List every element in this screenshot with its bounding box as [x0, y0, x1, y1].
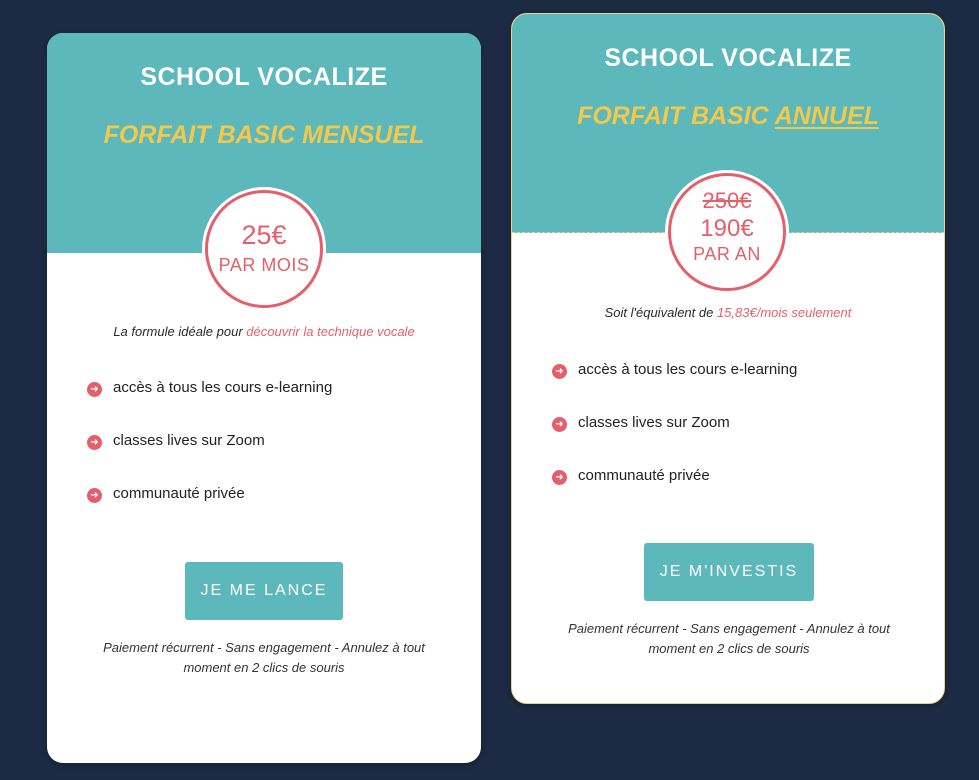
plan-tagline — [47, 324, 481, 339]
feature-label: classes lives sur Zoom — [113, 432, 265, 449]
price-period: PAR AN — [693, 244, 761, 264]
brand-title: SCHOOL VOCALIZE — [140, 63, 388, 91]
footnote-line-2: moment en 2 clics de souris — [183, 660, 345, 675]
pricing-card-annual — [511, 13, 945, 704]
arrow-right-circle-icon: ➜ — [552, 470, 567, 485]
footnote-line-1: Paiement récurrent - Sans engagement - Annulez à tout — [103, 640, 425, 655]
feature-list — [87, 379, 332, 538]
feature-label: classes lives sur Zoom — [578, 414, 730, 431]
feature-item — [552, 414, 797, 467]
plan-title-underlined: ANNUEL — [774, 102, 879, 130]
payment-footnote — [552, 619, 906, 659]
je-me-lance-button[interactable]: JE ME LANCE — [185, 562, 343, 620]
plan-tagline — [512, 305, 944, 320]
arrow-right-circle-icon: ➜ — [552, 417, 567, 432]
footnote-line-2: moment en 2 clics de souris — [648, 641, 810, 656]
feature-item — [87, 379, 332, 432]
payment-footnote — [87, 638, 441, 678]
feature-label: communauté privée — [113, 485, 245, 502]
price-old-strikethrough: 250€ — [702, 188, 752, 213]
tagline-highlight: découvrir la technique vocale — [246, 324, 415, 339]
arrow-right-circle-icon: ➜ — [552, 364, 567, 379]
price-period: PAR MOIS — [218, 255, 310, 275]
feature-item — [552, 467, 797, 520]
price-amount: 190€ — [700, 215, 754, 242]
tagline-highlight: 15,83€/mois seulement — [716, 305, 852, 320]
plan-title — [512, 102, 944, 131]
brand-title: SCHOOL VOCALIZE — [604, 44, 852, 72]
footnote-line-1: Paiement récurrent - Sans engagement - Annulez à tout — [568, 621, 890, 636]
arrow-right-circle-icon: ➜ — [87, 488, 102, 503]
arrow-right-circle-icon: ➜ — [87, 435, 102, 450]
plan-title-text: FORFAIT BASIC MENSUEL — [103, 121, 425, 149]
tagline-text: La formule idéale pour — [113, 324, 247, 339]
feature-item — [552, 361, 797, 414]
feature-list — [552, 361, 797, 520]
tagline-text: Soit l'équivalent de — [604, 305, 717, 320]
arrow-right-circle-icon: ➜ — [87, 382, 102, 397]
je-m-investis-button[interactable]: JE M'INVESTIS — [644, 543, 814, 601]
feature-label: accès à tous les cours e-learning — [113, 379, 333, 396]
price-badge — [668, 173, 786, 291]
price-badge — [205, 190, 323, 308]
feature-item — [87, 432, 332, 485]
feature-item — [87, 485, 332, 538]
feature-label: accès à tous les cours e-learning — [578, 361, 798, 378]
plan-title — [47, 121, 481, 150]
plan-title-text: FORFAIT BASIC — [577, 102, 775, 130]
price-amount: 25€ — [241, 220, 287, 250]
pricing-card-monthly — [47, 33, 481, 763]
feature-label: communauté privée — [578, 467, 710, 484]
